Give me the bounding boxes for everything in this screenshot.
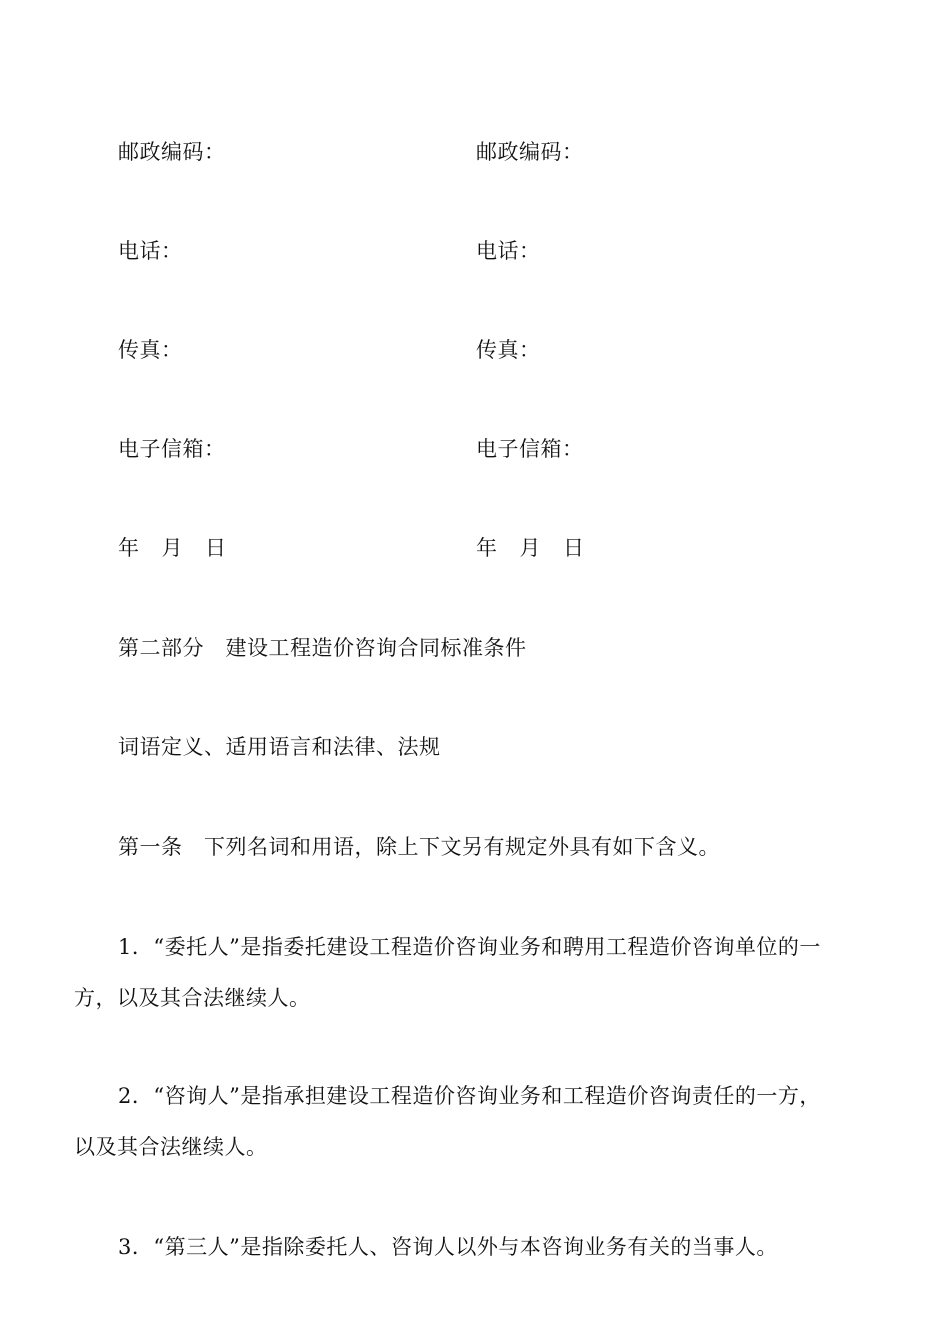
item-2-line-2: 以及其合法继续人。 — [74, 1135, 268, 1159]
item-3-line-1: 3．“第三人”是指除委托人、咨询人以外与本咨询业务有关的当事人。 — [118, 1235, 778, 1259]
section-heading: 词语定义、适用语言和法律、法规 — [118, 735, 441, 759]
month-label: 月 — [161, 536, 183, 560]
email-label-left: 电子信箱： — [118, 437, 226, 461]
day-label: 日 — [205, 536, 227, 560]
phone-label-left: 电话： — [118, 239, 183, 263]
fax-label-right: 传真： — [476, 338, 541, 362]
item-1-line-1: 1．“委托人”是指委托建设工程造价咨询业务和聘用工程造价咨询单位的一 — [118, 935, 821, 959]
email-label-right: 电子信箱： — [476, 437, 584, 461]
year-label: 年 — [476, 536, 498, 560]
postal-code-label-right: 邮政编码： — [476, 140, 584, 164]
item-2-line-1: 2．“咨询人”是指承担建设工程造价咨询业务和工程造价咨询责任的一方， — [118, 1084, 821, 1108]
item-1-line-2: 方，以及其合法继续人。 — [74, 986, 311, 1010]
phone-label-right: 电话： — [476, 239, 541, 263]
part-heading: 第二部分 建设工程造价咨询合同标准条件 — [118, 636, 527, 660]
article-1: 第一条 下列名词和用语，除上下文另有规定外具有如下含义。 — [118, 835, 720, 859]
postal-code-label-left: 邮政编码： — [118, 140, 226, 164]
fax-label-left: 传真： — [118, 338, 183, 362]
year-label: 年 — [118, 536, 140, 560]
day-label: 日 — [563, 536, 585, 560]
date-line-left — [118, 534, 227, 562]
date-line-right — [476, 534, 585, 562]
month-label: 月 — [519, 536, 541, 560]
